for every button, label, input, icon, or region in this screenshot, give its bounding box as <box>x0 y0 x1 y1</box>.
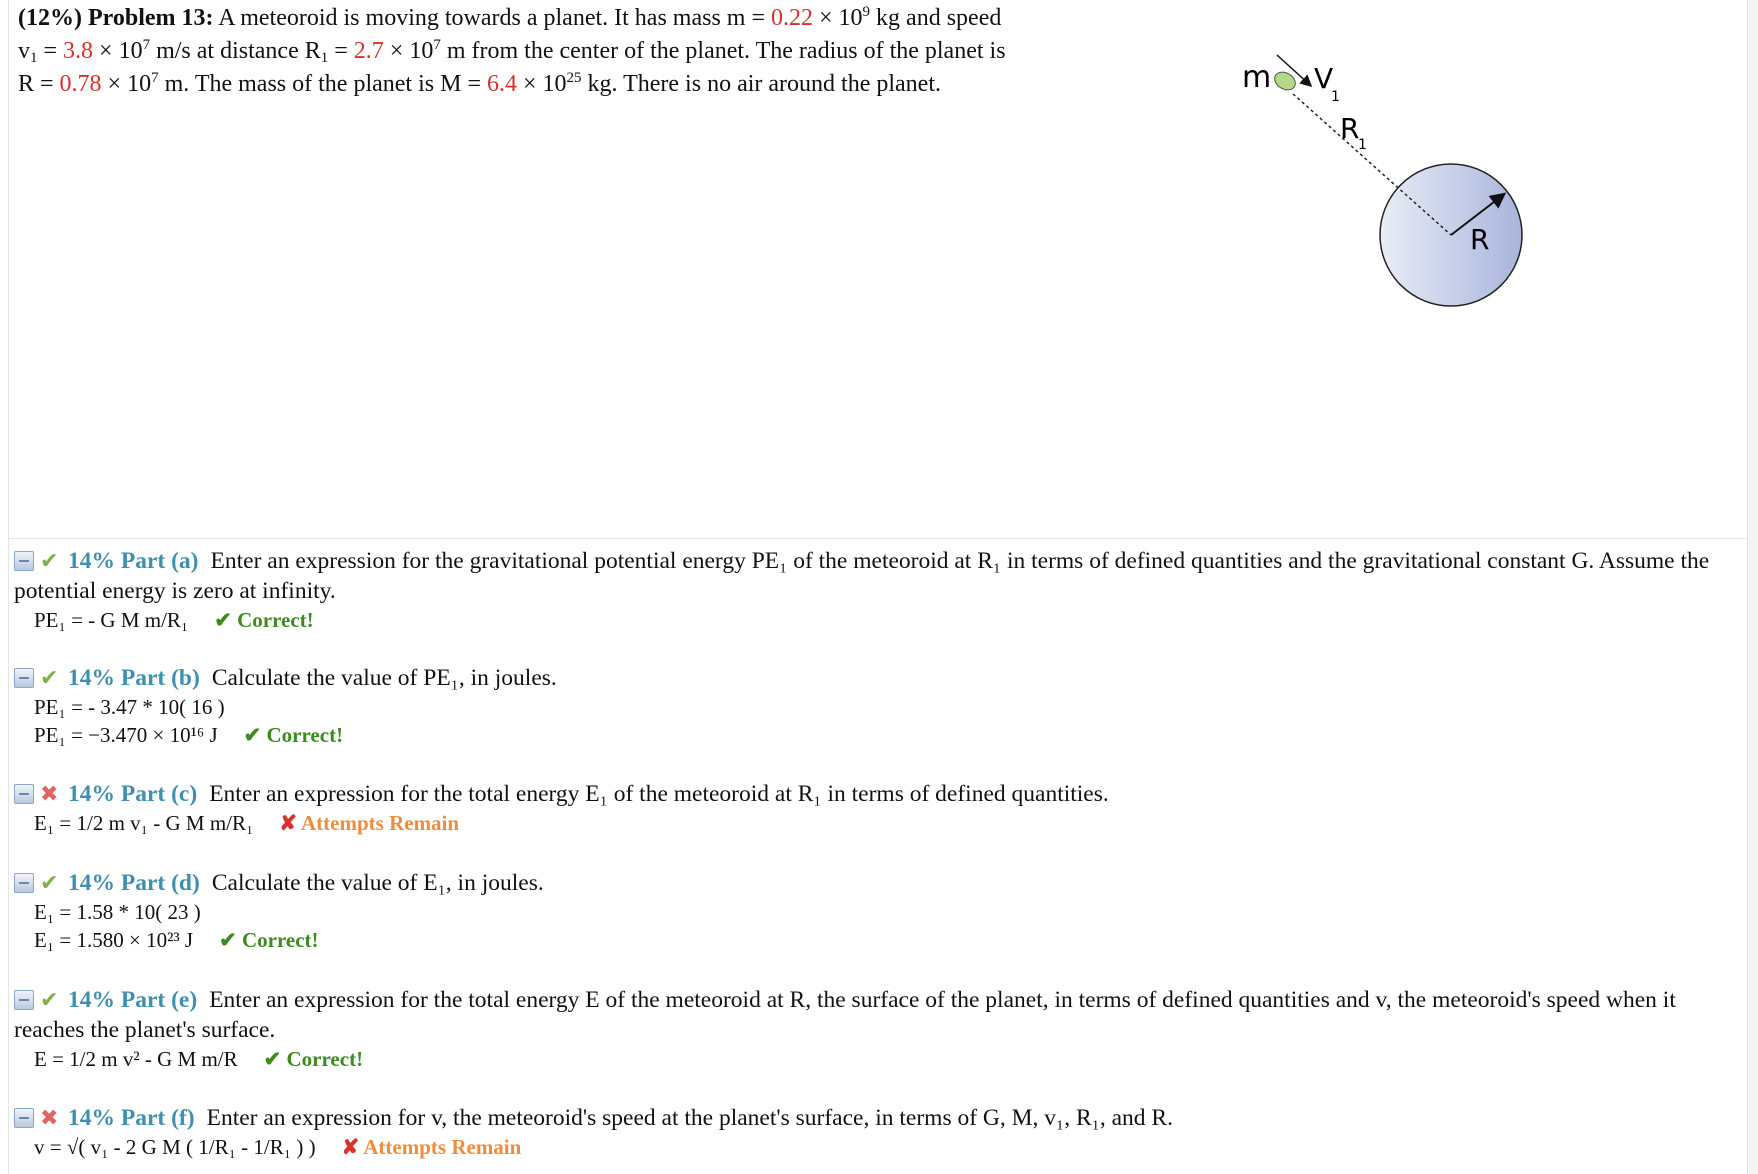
exponent: 7 <box>433 37 441 53</box>
problem-text: × 10 <box>93 38 143 64</box>
label-r1-sub: 1 <box>1358 137 1367 153</box>
check-icon: ✔ <box>40 870 59 895</box>
answer-line <box>34 721 1734 749</box>
given-mass: 0.22 <box>771 5 813 31</box>
meteoroid-planet-diagram <box>1215 45 1555 320</box>
result-text: Attempts Remain <box>363 1135 522 1159</box>
label-r1: R <box>1340 112 1360 145</box>
part-label: 14% Part (f) <box>68 1105 195 1131</box>
label-v: V <box>1314 62 1334 95</box>
exponent: 7 <box>151 70 159 86</box>
submitted-answer: E = 1/2 m v² - G M m/R <box>34 1047 238 1071</box>
exponent: 9 <box>862 4 871 20</box>
check-icon: ✔ <box>40 665 59 690</box>
problem-text: × 10 <box>101 71 152 97</box>
part-prompt: Enter an expression for v, the meteoroid's speed at the planet's surface, in terms of G, M, v₁, R₁, and R. <box>206 1105 1173 1131</box>
problem-text: kg and speed <box>870 5 1002 31</box>
result-correct: ✔ Correct! <box>219 928 319 952</box>
problem-statement <box>18 2 1138 101</box>
x-icon: ✘ <box>279 811 297 835</box>
problem-title: Problem 13: <box>87 5 214 31</box>
collapse-toggle-icon[interactable] <box>14 668 34 688</box>
collapse-toggle-icon[interactable] <box>14 990 34 1010</box>
problem-text: m/s at distance R <box>150 38 321 64</box>
submitted-answer: E₁ = 1.580 × 10²³ J <box>34 928 194 952</box>
part-d <box>14 868 1734 954</box>
problem-weight: (12%) <box>18 5 82 31</box>
label-r: R <box>1470 223 1490 256</box>
answer-line <box>34 1045 1734 1073</box>
problem-text: v <box>18 38 30 64</box>
scrollbar[interactable] <box>1747 0 1758 1174</box>
result-correct: ✔ Correct! <box>243 723 344 747</box>
part-header <box>14 1103 1734 1133</box>
part-e <box>14 985 1734 1073</box>
exponent: 7 <box>142 37 151 53</box>
given-radius: 0.78 <box>59 71 102 97</box>
problem-text: R = <box>18 71 60 97</box>
submitted-answer: E₁ = 1.58 * 10( 23 ) <box>34 900 201 924</box>
label-m: m <box>1242 60 1272 95</box>
x-icon: ✘ <box>341 1135 360 1159</box>
problem-text: × 10 <box>383 38 434 64</box>
check-icon: ✔ <box>40 548 59 573</box>
problem-text: × 10 <box>813 5 863 31</box>
label-v-sub: 1 <box>1331 89 1340 105</box>
problem-text: = <box>328 38 354 64</box>
part-a <box>14 546 1734 634</box>
result-text: Attempts Remain <box>301 811 460 835</box>
result-attempts-remain <box>342 1135 522 1159</box>
cross-icon: ✖ <box>40 1105 59 1130</box>
separator <box>9 538 1746 539</box>
problem-text: kg. There is no air around the planet. <box>581 71 941 97</box>
part-header <box>14 779 1734 809</box>
part-header <box>14 546 1734 606</box>
problem-text: m. The mass of the planet is M = <box>158 71 487 97</box>
part-prompt: Calculate the value of E₁, in joules. <box>211 870 544 896</box>
answer-line <box>34 693 1734 721</box>
result-attempts-remain <box>279 811 459 835</box>
given-speed: 3.8 <box>63 38 94 64</box>
answer-line <box>34 926 1734 954</box>
submitted-answer: PE₁ = - 3.47 * 10( 16 ) <box>34 695 225 719</box>
check-icon: ✔ <box>40 987 59 1012</box>
answer-line <box>34 809 1734 837</box>
meteoroid <box>1271 69 1298 94</box>
part-f <box>14 1103 1734 1161</box>
cross-icon: ✖ <box>40 781 59 806</box>
given-distance: 2.7 <box>353 38 384 64</box>
submitted-answer: PE₁ = −3.470 × 10¹⁶ J <box>34 723 218 747</box>
part-header <box>14 663 1734 693</box>
problem-text: A meteoroid is moving towards a planet. It has mass m = <box>218 5 771 31</box>
result-correct: ✔ Correct! <box>214 608 314 632</box>
answer-line <box>34 606 1734 634</box>
problem-text: = <box>37 38 64 64</box>
problem-text: m from the center of the planet. The radius of the planet is <box>440 38 1006 64</box>
part-b <box>14 663 1734 749</box>
given-planet-mass: 6.4 <box>486 71 517 97</box>
part-header <box>14 868 1734 898</box>
part-prompt: Enter an expression for the total energy E of the meteoroid at R, the surface of the planet, in terms of defined quantities and v, the meteoroid's speed when it reaches the planet's surface. <box>14 987 1676 1043</box>
part-header <box>14 985 1734 1045</box>
part-label: 14% Part (e) <box>68 987 198 1013</box>
problem-text: × 10 <box>516 71 567 97</box>
part-c <box>14 779 1734 837</box>
collapse-toggle-icon[interactable] <box>14 784 34 804</box>
collapse-toggle-icon[interactable] <box>14 551 34 571</box>
answer-line <box>34 1133 1734 1161</box>
exponent: 25 <box>566 70 582 86</box>
part-label: 14% Part (d) <box>68 870 200 896</box>
submitted-answer: v = √( v₁ - 2 G M ( 1/R₁ - 1/R₁ ) ) <box>34 1135 316 1159</box>
result-correct: ✔ Correct! <box>263 1047 364 1071</box>
part-label: 14% Part (b) <box>68 665 200 691</box>
subscript: 1 <box>30 50 38 66</box>
part-prompt: Calculate the value of PE₁, in joules. <box>211 665 557 691</box>
subscript: 1 <box>320 50 329 66</box>
answer-line <box>34 898 1734 926</box>
part-label: 14% Part (a) <box>68 548 199 574</box>
distance-line <box>1293 94 1451 235</box>
submitted-answer: PE₁ = - G M m/R₁ <box>34 608 189 632</box>
part-prompt: Enter an expression for the gravitational potential energy PE₁ of the meteoroid at R₁ in terms of defined quantities and the gravitational constant G. Assume the potential energy is zero at infinity. <box>14 548 1710 604</box>
part-prompt: Enter an expression for the total energy E₁ of the meteoroid at R₁ in terms of defined quantities. <box>209 781 1109 807</box>
collapse-toggle-icon[interactable] <box>14 1108 34 1128</box>
part-label: 14% Part (c) <box>68 781 198 807</box>
submitted-answer: E₁ = 1/2 m v₁ - G M m/R₁ <box>34 811 254 835</box>
collapse-toggle-icon[interactable] <box>14 873 34 893</box>
